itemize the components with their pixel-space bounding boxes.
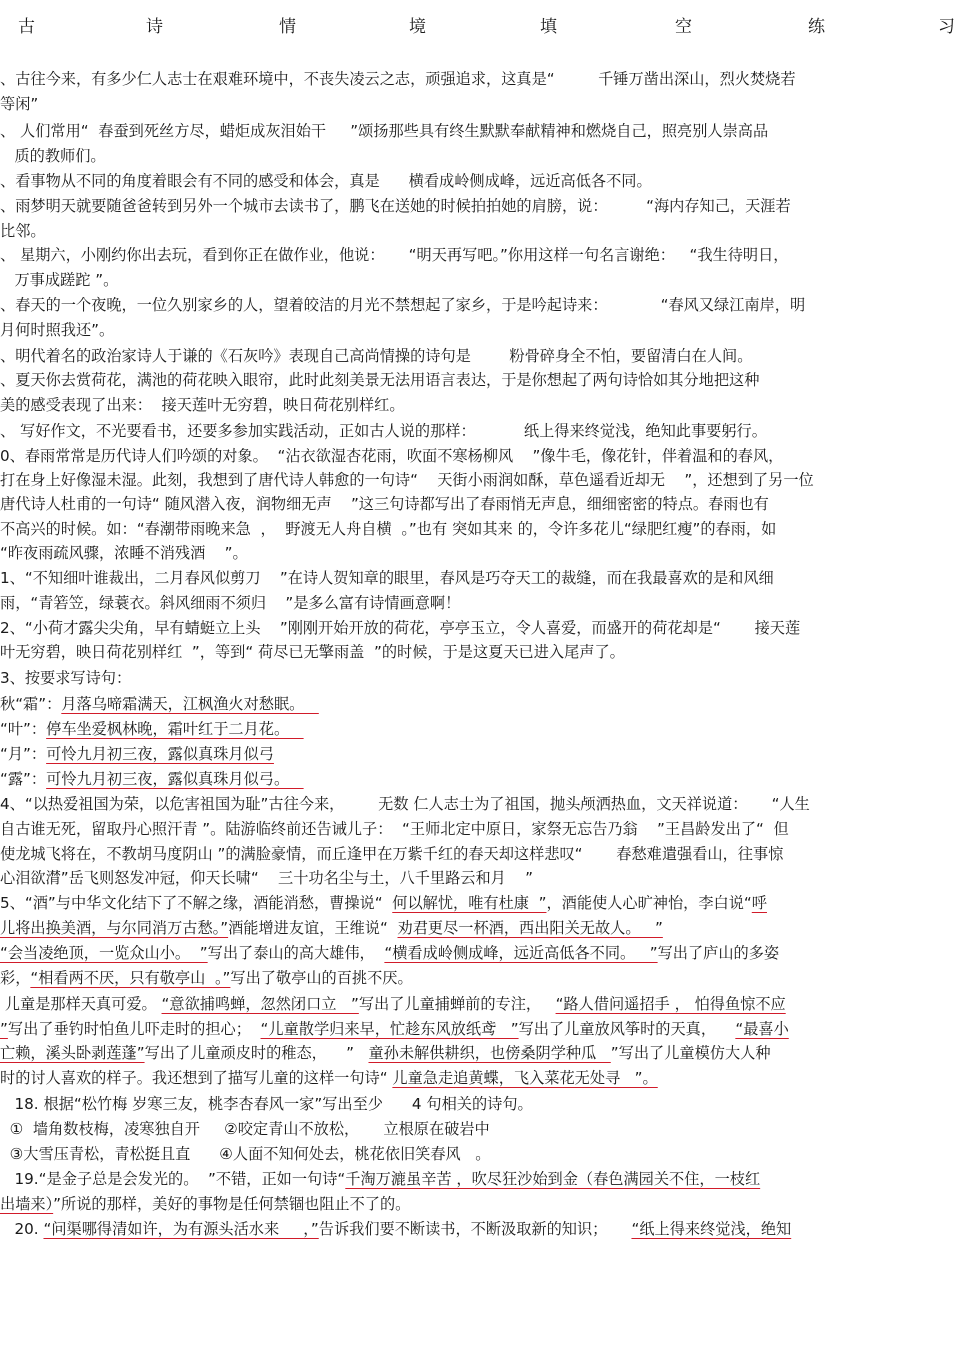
- text-line: [0, 1068, 658, 1088]
- text-line: [0, 1169, 760, 1189]
- answer-segment: “最喜小: [735, 1020, 789, 1038]
- answer-segment: “路人借问遥招手 ， 怕得鱼惊不应: [555, 995, 786, 1013]
- text-segment: “叶”：: [0, 720, 47, 738]
- text-line: 0、春雨常常是历代诗人们吟颂的对象。 “沾衣欲湿杏花雨，吹面不寒杨柳风 ”像牛毛，像花针，伴着温和的春风，: [0, 447, 784, 465]
- answer-segment: “会当凌绝顶，一览众山小。 ”: [0, 944, 208, 962]
- text-segment: 5、“酒”与中华文化结下了不解之缘，酒能消愁，曹操说“: [0, 894, 393, 912]
- text-line: [0, 893, 767, 913]
- text-line: 、古往今来，有多少仁人志士在艰难环境中，不丧失凌云之志，顽强追求，这真是“ 千锤万凿出深山，烈火焚烧若: [0, 70, 796, 88]
- text-line: 2、“小荷才露尖尖角，早有蜻蜓立上头 ”刚刚开始开放的荷花，亭亭玉立，令人喜爱，而盛开的荷花却是“ 接天莲: [0, 619, 801, 637]
- text-line: [0, 943, 779, 963]
- text-line: 3、按要求写诗句：: [0, 669, 132, 687]
- text-segment: 20.: [0, 1220, 44, 1238]
- text-line: [0, 744, 274, 764]
- answer-segment: ”: [0, 1020, 8, 1038]
- answer-segment: “相看两不厌，只有敬亭山 。”: [30, 969, 231, 987]
- text-line: 、 星期六，小刚约你出去玩，看到你正在做作业，他说： “明天再写吧。”你用这样一句名言谢绝： “我生待明日，: [0, 246, 789, 264]
- text-line: 美的感受表现了出来： 接天莲叶无穷碧，映日荷花别样红。: [0, 396, 405, 414]
- text-segment: 写出了儿童捕蝉前的专注，: [358, 995, 556, 1013]
- answer-segment: 何以解忧，唯有杜康 ”: [392, 894, 547, 912]
- title-char: 境: [409, 17, 426, 37]
- text-segment: 酒能增进友谊，王维说“: [228, 919, 398, 937]
- text-segment: 秋“霜”：: [0, 695, 62, 713]
- text-line: 叶无穷碧，映日荷花别样红 ”，等到“ 荷尽已无擎雨盖 ”的时候，于是这夏天已进入尾声了。: [0, 643, 625, 661]
- text-line: 比邻。: [0, 222, 46, 240]
- text-line: [0, 719, 304, 739]
- title-char: 习: [938, 17, 955, 37]
- text-line: [0, 1019, 789, 1039]
- title-char: 情: [279, 17, 296, 37]
- text-line: 、 人们常用“ 春蚕到死丝方尽，蜡炬成灰泪始干 ”颂扬那些具有终生默默奉献精神和燃烧自己，照亮别人崇高品: [0, 122, 769, 140]
- text-segment: 写出了庐山的多姿: [657, 944, 780, 962]
- text-segment: 写出了儿童顽皮时的稚态， ”: [144, 1044, 369, 1062]
- title-char: 空: [675, 17, 692, 37]
- text-line: [0, 918, 663, 938]
- text-line: 4、“以热爱祖国为荣，以危害祖国为耻”古往今来， 无数 仁人志士为了祖国，抛头颅洒热血，文天祥说道： “人生: [0, 795, 810, 813]
- text-line: [0, 694, 319, 714]
- text-line: 、 写好作文，不光要看书，还要多参加实践活动，正如古人说的那样： 纸上得来终觉浅，绝知此事要躬行。: [0, 422, 767, 440]
- text-line: 自古谁无死，留取丹心照汗青 ”。陆游临终前还告诫儿子： “王师北定中原日，家祭无忘告乃翁 ”王昌龄发出了“ 但: [0, 820, 789, 838]
- answer-segment: 儿将出换美酒，与尔同消万古愁。”: [0, 919, 229, 937]
- text-segment: 儿童是那样天真可爱。: [0, 995, 162, 1013]
- text-segment: 19.“是金子总是会发光的。 ”不错，正如一句诗“: [0, 1170, 346, 1188]
- text-line: 、雨梦明天就要随爸爸转到另外一个城市去读书了，鹏飞在送她的时候拍拍她的肩膀，说： “海内存知己，天涯若: [0, 197, 791, 215]
- text-line: [0, 994, 786, 1014]
- text-line: [0, 1219, 791, 1239]
- text-line: [0, 1194, 410, 1214]
- text-line: 、看事物从不同的角度着眼会有不同的感受和体会，真是 横看成岭侧成峰，远近高低各不同。: [0, 172, 652, 190]
- answer-segment: 千淘万漉虽辛苦 ，吹尽狂沙始到金（春色满园关不住，一枝红: [345, 1170, 761, 1188]
- text-segment: 彩，: [0, 969, 31, 987]
- text-line: 1、“不知细叶谁裁出，二月春风似剪刀 ”在诗人贺知章的眼里，春风是巧夺天工的裁缝，而在我最喜欢的是和风细: [0, 569, 774, 587]
- answer-segment: “横看成岭侧成峰，远近高低各不同。 ”: [384, 944, 658, 962]
- text-segment: 时的讨人喜欢的样子。我还想到了描写儿童的这样一句诗“: [0, 1069, 393, 1087]
- text-line: ③大雪压青松，青松挺且直 ④人面不知何处去，桃花依旧笑春风 。: [0, 1145, 491, 1163]
- answer-segment: 可怜九月初三夜，露似真珠月似弓: [46, 745, 274, 763]
- text-line: 等闲”: [0, 95, 39, 113]
- text-segment: 告诉我们要不断读书，不断汲取新的知识；: [318, 1220, 632, 1238]
- text-line: 、春天的一个夜晚，一位久别家乡的人，望着皎洁的月光不禁想起了家乡，于是吟起诗来： “春风又绿江南岸，明: [0, 296, 806, 314]
- text-line: ① 墙角数枝梅，凌寒独自开 ②咬定青山不放松， 立根原在破岩中: [0, 1120, 490, 1138]
- text-line: 、夏天你去赏荷花，满池的荷花映入眼帘，此时此刻美景无法用语言表达，于是你想起了两句诗恰如其分地把这种: [0, 371, 760, 389]
- text-line: [0, 769, 304, 789]
- text-segment: 写出了儿童放风筝时的天真，: [518, 1020, 736, 1038]
- text-line: 质的教师们。: [0, 147, 106, 165]
- answer-segment: 童孙未解供耕织，也傍桑阴学种瓜: [368, 1044, 611, 1062]
- answer-segment: 亡赖，溪头卧剥莲蓬”: [0, 1044, 145, 1062]
- text-line: 唐代诗人杜甫的一句诗“ 随风潜入夜，润物细无声 ”这三句诗都写出了春雨悄无声息，细细密密的特点。春雨也有: [0, 495, 769, 513]
- answer-segment: “问渠哪得清如许，为有源头活水来 ，”: [43, 1220, 319, 1238]
- answer-segment: 月落乌啼霜满天，江枫渔火对愁眠。: [61, 695, 319, 713]
- text-line: 万事成蹉跎 ”。: [0, 271, 119, 289]
- answer-segment: 可怜九月初三夜，露似真珠月似弓。: [46, 770, 304, 788]
- text-line: 不高兴的时候。如：“春潮带雨晚来急 ， 野渡无人舟自横 。”也有 突如其来 的，令许多花儿“绿肥红瘦”的春雨，如: [0, 520, 777, 538]
- title-char: 诗: [146, 17, 163, 37]
- answer-segment: 儿童急走追黄蝶，飞入菜花无处寻 ”。: [392, 1069, 658, 1087]
- page-title: [0, 16, 955, 40]
- text-line: 18. 根据“松竹梅 岁寒三友，桃李杏春风一家”写出至少 4 句相关的诗句。: [0, 1095, 533, 1113]
- text-segment: “露”：: [0, 770, 47, 788]
- title-char: 练: [808, 17, 825, 37]
- text-segment: ”所说的那样，美好的事物是任何禁锢也阻止不了的。: [53, 1195, 411, 1213]
- answer-segment: 停车坐爱枫林晚，霜叶红于二月花。: [46, 720, 304, 738]
- text-segment: “月”：: [0, 745, 47, 763]
- answer-segment: “意欲捕鸣蝉，忽然闭口立 ”: [161, 995, 359, 1013]
- title-char: 填: [540, 17, 557, 37]
- text-line: [0, 1043, 771, 1063]
- answer-segment: 呼: [751, 894, 767, 912]
- title-char: 古: [18, 17, 35, 37]
- text-line: 使龙城飞将在，不教胡马度阴山 ”的满脸豪情，而丘逢甲在万紫千红的春天却这样悲叹“ 春愁难遣强看山，往事惊: [0, 845, 784, 863]
- text-segment: ，酒能使人心旷神怡，李白说“: [546, 894, 752, 912]
- answer-segment: 劝君更尽一杯酒，西出阳关无故人。 ”: [397, 919, 663, 937]
- answer-segment: 出墙来）: [0, 1195, 54, 1213]
- text-line: [0, 968, 413, 988]
- text-line: 打在身上好像湿未湿。此刻，我想到了唐代诗人韩愈的一句诗“ 天街小雨润如酥，草色遥看近却无 ”，还想到了另一位: [0, 471, 814, 489]
- text-line: 月何时照我还”。: [0, 321, 115, 339]
- text-segment: 写出了敬亭山的百挑不厌。: [230, 969, 413, 987]
- text-segment: ”写出了儿童模仿大人种: [610, 1044, 771, 1062]
- text-line: “昨夜雨疏风骤，浓睡不消残酒 ”。: [0, 544, 248, 562]
- answer-segment: “儿童散学归来早，忙趁东风放纸鸢 ”: [260, 1020, 519, 1038]
- answer-segment: “纸上得来终觉浅，绝知: [631, 1220, 792, 1238]
- text-segment: 写出了垂钓时怕鱼儿吓走时的担心；: [7, 1020, 261, 1038]
- text-line: 心泪欲潸”岳飞则怒发冲冠，仰天长啸“ 三十功名尘与土，八千里路云和月 ”: [0, 869, 534, 887]
- text-segment: 写出了泰山的高大雄伟，: [207, 944, 385, 962]
- text-line: 雨，“青箬笠，绿蓑衣。斜风细雨不须归 ”是多么富有诗情画意啊！: [0, 594, 461, 612]
- text-line: 、明代着名的政治家诗人于谦的《石灰吟》表现自己高尚情操的诗句是 粉骨碎身全不怕，要留清白在人间。: [0, 347, 753, 365]
